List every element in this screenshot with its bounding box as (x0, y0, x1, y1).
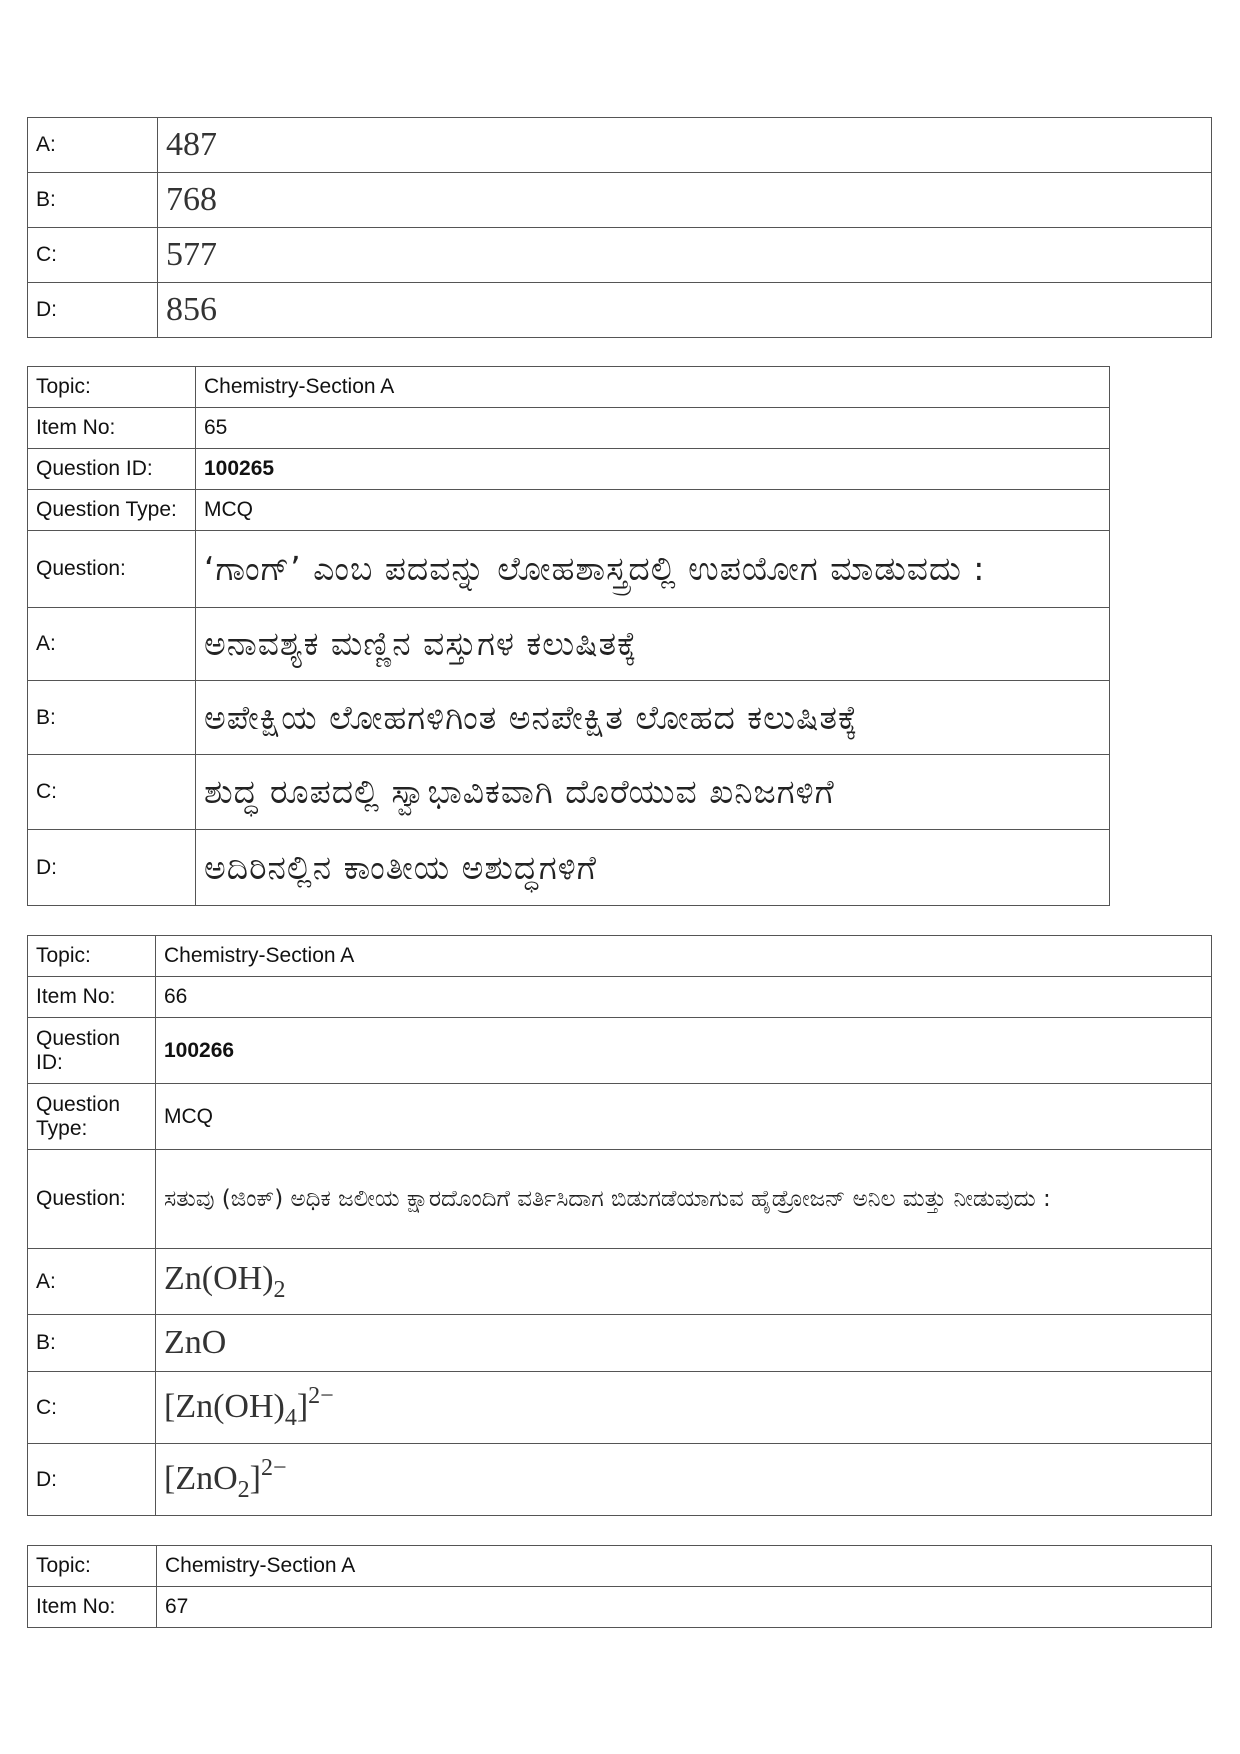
item-no-label: Item No: (28, 977, 156, 1018)
topic-label: Topic: (28, 1546, 157, 1587)
option-c-label: C: (28, 1372, 156, 1444)
topic-label: Topic: (28, 367, 196, 408)
option-c-text: ಶುದ್ಧ ರೂಪದಲ್ಲಿ ಸ್ವಾಭಾವಿಕವಾಗಿ ದೊರೆಯುವ ಖನಿಜಗಳಿಗೆ (196, 755, 1110, 830)
option-row-b (28, 173, 1212, 228)
option-b-text: ಅಪೇಕ್ಷಿಯ ಲೋಹಗಳಿಗಿಂತ ಅನಪೇಕ್ಷಿತ ಲೋಹದ ಕಲುಷಿತಕ್ಕೆ (196, 681, 1110, 755)
topic-value: Chemistry-Section A (157, 1546, 1212, 1587)
option-value: 577 (158, 228, 1212, 283)
option-b-formula: ZnO (156, 1315, 1212, 1372)
option-value: 487 (158, 118, 1212, 173)
question-id-value: 100266 (156, 1018, 1212, 1084)
question-text: ಸತುವು (ಜಿಂಕ್) ಅಧಿಕ ಜಲೀಯ ಕ್ಷಾರದೊಂದಿಗೆ ವರ್ತಿಸಿದಾಗ ಬಿಡುಗಡೆಯಾಗುವ ಹೈಡ್ರೋಜನ್ ಅನಿಲ ಮತ್ತು ನೀಡುವುದು : (156, 1150, 1212, 1249)
option-a-label: A: (28, 1249, 156, 1315)
options-table-prev (27, 117, 1212, 338)
item-no-value: 66 (156, 977, 1212, 1018)
option-row-d (28, 283, 1212, 338)
topic-value: Chemistry-Section A (156, 936, 1212, 977)
question-label: Question: (28, 531, 196, 608)
item-no-label: Item No: (28, 1587, 157, 1628)
option-a-label: A: (28, 608, 196, 681)
option-b-label: B: (28, 1315, 156, 1372)
option-row-c (28, 228, 1212, 283)
option-d-formula: $[ZnO_2]^{2-}$ (156, 1444, 1212, 1516)
question-table-66 (27, 935, 1212, 1516)
option-c-formula: $[Zn(OH)_4]^{2-}$ (156, 1372, 1212, 1444)
question-type-label: Question Type: (28, 1084, 156, 1150)
option-label: C: (28, 228, 158, 283)
option-d-label: D: (28, 830, 196, 906)
option-label: D: (28, 283, 158, 338)
question-table-65 (27, 366, 1110, 906)
question-type-label: Question Type: (28, 490, 196, 531)
option-value: 768 (158, 173, 1212, 228)
question-type-value: MCQ (196, 490, 1110, 531)
item-no-value: 67 (157, 1587, 1212, 1628)
topic-value: Chemistry-Section A (196, 367, 1110, 408)
question-text: ‘ಗಾಂಗ್’ ಎಂಬ ಪದವನ್ನು ಲೋಹಶಾಸ್ತ್ರದಲ್ಲಿ ಉಪಯೋಗ ಮಾಡುವದು : (196, 531, 1110, 608)
question-id-label: Question ID: (28, 1018, 156, 1084)
question-id-value: 100265 (196, 449, 1110, 490)
option-d-text: ಅದಿರಿನಲ್ಲಿನ ಕಾಂತೀಯ ಅಶುದ್ಧಗಳಿಗೆ (196, 830, 1110, 906)
option-a-formula: $Zn(OH)_2$ (156, 1249, 1212, 1315)
option-label: A: (28, 118, 158, 173)
question-id-label: Question ID: (28, 449, 196, 490)
item-no-value: 65 (196, 408, 1110, 449)
question-label: Question: (28, 1150, 156, 1249)
question-type-value: MCQ (156, 1084, 1212, 1150)
option-row-a (28, 118, 1212, 173)
question-table-67 (27, 1545, 1212, 1628)
option-b-label: B: (28, 681, 196, 755)
option-d-label: D: (28, 1444, 156, 1516)
option-value: 856 (158, 283, 1212, 338)
item-no-label: Item No: (28, 408, 196, 449)
option-label: B: (28, 173, 158, 228)
option-c-label: C: (28, 755, 196, 830)
topic-label: Topic: (28, 936, 156, 977)
option-a-text: ಅನಾವಶ್ಯಕ ಮಣ್ಣಿನ ವಸ್ತುಗಳ ಕಲುಷಿತಕ್ಕೆ (196, 608, 1110, 681)
